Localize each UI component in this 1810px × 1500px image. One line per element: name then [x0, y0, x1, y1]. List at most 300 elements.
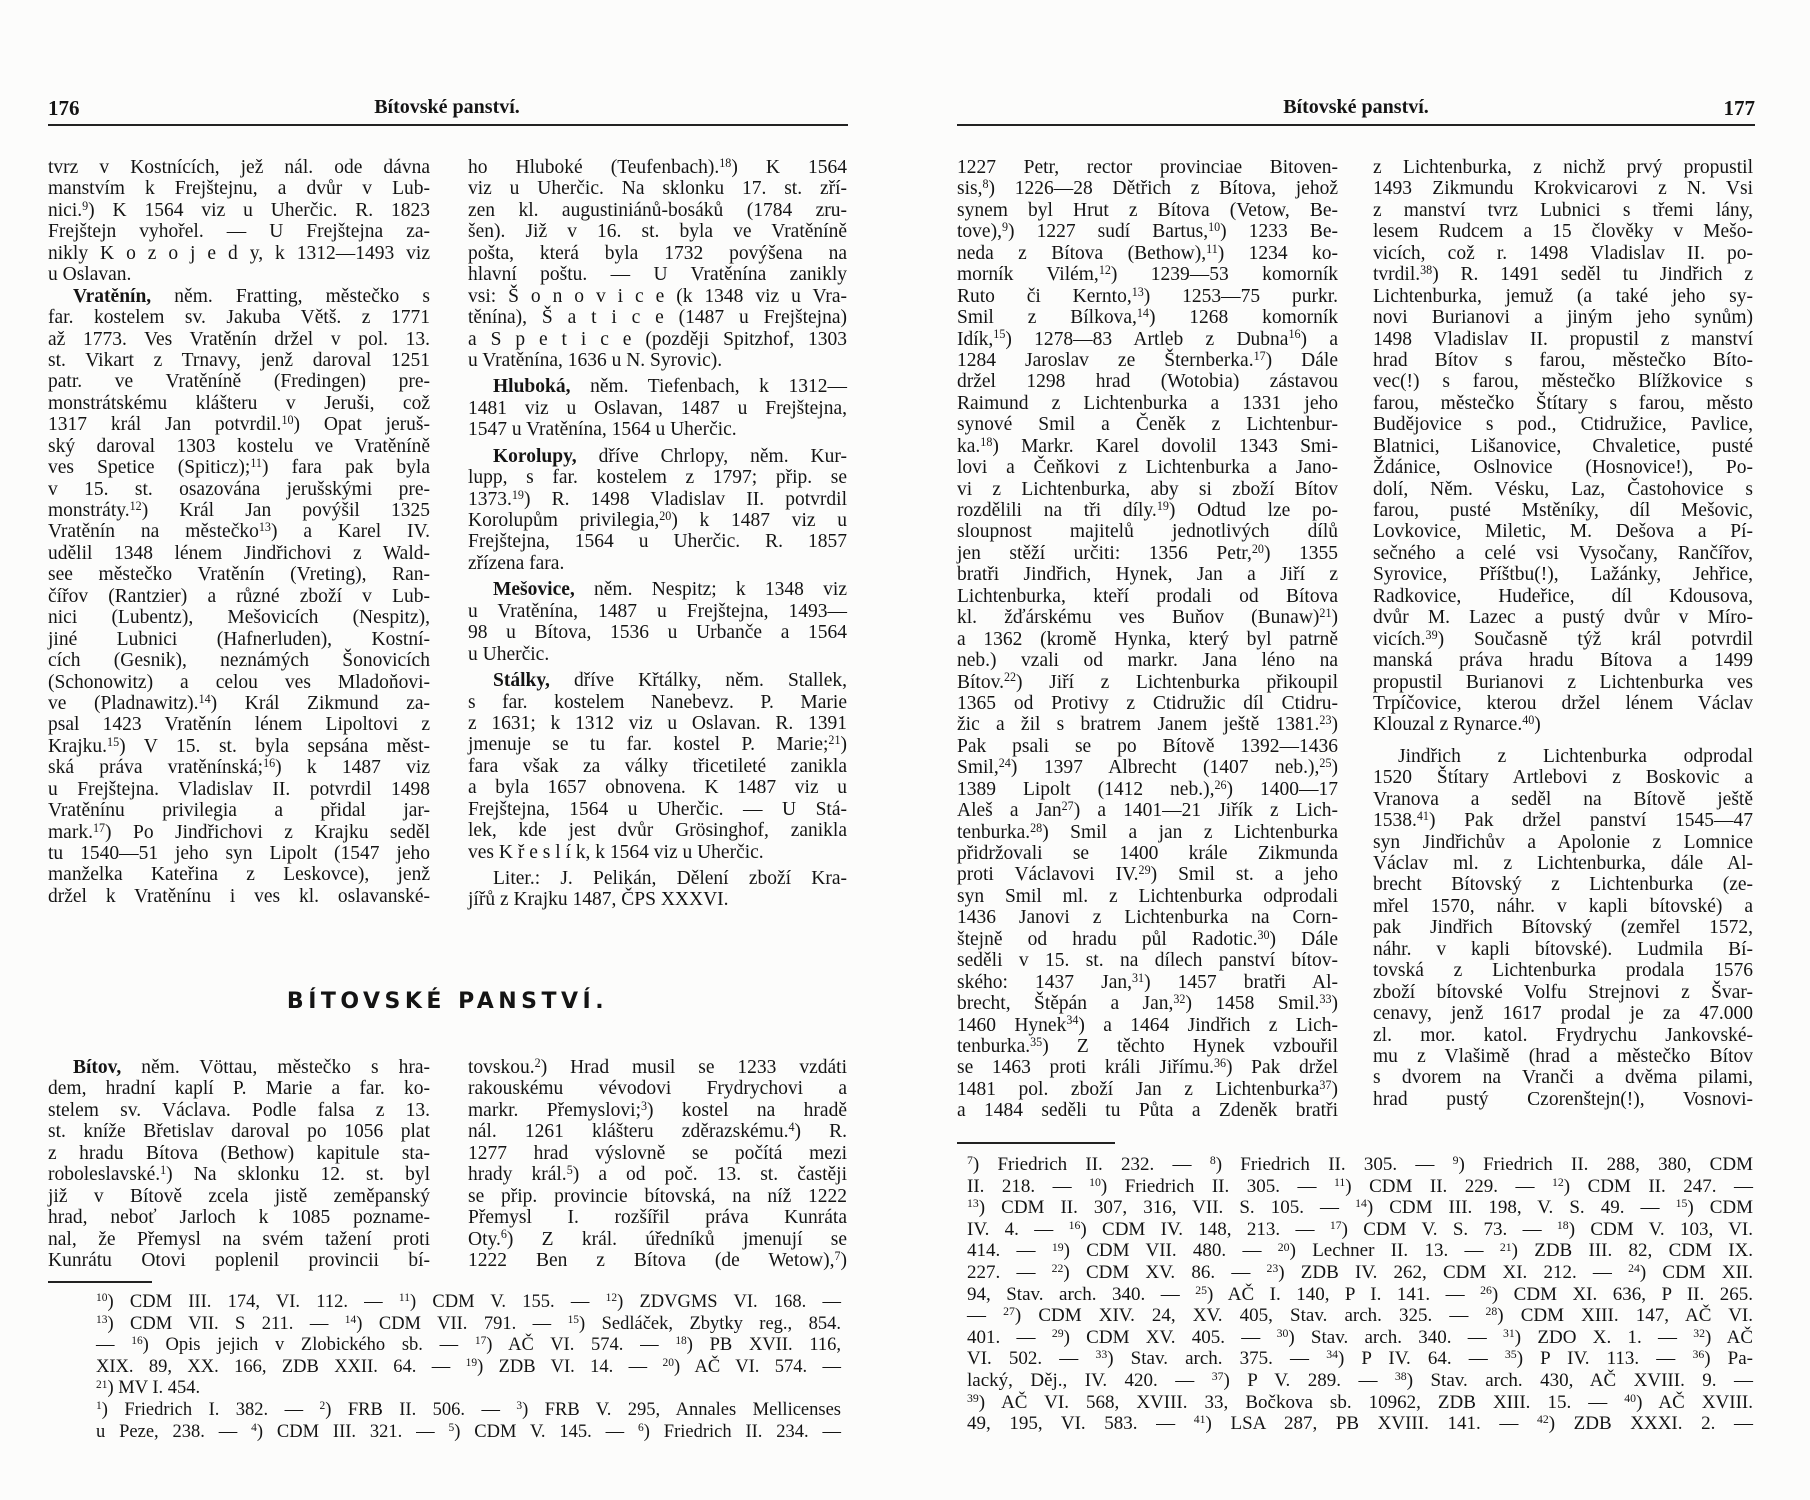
text-run: čířov (Rantzier) a různé zboží v Lub-	[48, 585, 430, 607]
text-run: lek, kde jest dvůr Grösinghof, zanikla	[468, 820, 847, 842]
text-run: Syrovice, Příštbu(!), Lažánky, Jehřice,	[1373, 564, 1753, 586]
text-run: VI. 502. —	[967, 1348, 1096, 1370]
text-run: ) Jiří z Lichtenburka přikoupil	[1016, 671, 1338, 693]
text-run: tvrdil.	[1373, 264, 1421, 286]
footnote-reference: 1	[96, 1400, 102, 1413]
text-line	[957, 586, 1338, 607]
text-line	[468, 1078, 847, 1099]
footnote-reference: 26	[1214, 777, 1227, 792]
text-line	[96, 1335, 841, 1357]
footnote-reference: 14	[1136, 306, 1149, 321]
text-run: ) 1457 bratři Al-	[1144, 971, 1339, 993]
text-run: Raimund z Lichtenburka a 1331 jeho	[957, 392, 1338, 414]
text-run: zřízena fara.	[468, 552, 565, 574]
text-line	[48, 1121, 430, 1142]
footnote-reference: 10	[96, 1292, 108, 1305]
text-run: psal 1423 Vratěnín lénem Lipoltovi z	[48, 714, 430, 736]
text-run: proti Václavovi IV.	[957, 864, 1139, 886]
text-run: hrad pustý Czorenštejn(!), Vosnovi-	[1373, 1088, 1753, 1110]
text-line	[967, 1262, 1753, 1284]
text-run: ) Opis jejich v Zlobického sb. —	[142, 1335, 475, 1356]
text-line	[1373, 329, 1753, 350]
text-line	[957, 521, 1338, 542]
text-line	[957, 286, 1338, 307]
paragraph	[468, 446, 847, 575]
text-run: ) Po Jindřichovi z Krajku seděl	[105, 821, 430, 843]
text-line	[967, 1392, 1753, 1414]
text-run: synové Smil a Čeněk z Lichtenbur-	[957, 414, 1338, 436]
text-run: ) 1458 Smil.	[1185, 993, 1320, 1015]
text-run: manská práva hradu Bítova a 1499	[1373, 650, 1753, 672]
text-run: manstvím k Frejštejnu, a dvůr v Lub-	[48, 178, 430, 200]
text-run: Frejštejna, 1564 u Uherčic. — U Stá-	[468, 798, 847, 820]
text-line	[967, 1240, 1753, 1262]
text-line	[1373, 672, 1753, 693]
footnote-reference: 20	[1277, 1240, 1290, 1254]
footnote-reference: 1	[160, 1163, 167, 1178]
text-run: něm. Nespitz; k 1348 viz	[574, 579, 847, 601]
footnote-reference: 12	[605, 1292, 618, 1305]
entry-headword: Mešovice,	[493, 579, 575, 601]
footnote-reference: 2	[534, 1055, 541, 1070]
text-run: rakouskému vévodovi Frydrychovi a	[468, 1078, 847, 1100]
text-run: něm. Vöttau, městečko s hra-	[121, 1057, 430, 1078]
text-run: )	[1331, 757, 1338, 779]
text-run: )	[840, 1249, 847, 1271]
footnote-reference: 14	[344, 1313, 357, 1326]
text-line	[957, 243, 1338, 264]
paragraph	[468, 579, 847, 665]
text-line	[468, 1121, 847, 1142]
text-run: z Lichtenburka, z nichž prvý propustil	[1373, 157, 1753, 178]
text-run: brecht Bítovský z Lichtenburka (ze-	[1373, 874, 1753, 896]
footnote-reference: 40	[1522, 713, 1535, 728]
text-line	[48, 779, 430, 800]
text-line	[1373, 693, 1753, 714]
text-run: morník Vilém,	[957, 264, 1099, 286]
text-line	[48, 586, 430, 607]
text-run: něm. Tiefenbach, k 1312—	[570, 376, 847, 398]
text-run: 98 u Bítova, 1536 u Urbanče a 1564	[468, 622, 847, 644]
text-run: ) Smil st. a jeho	[1150, 864, 1339, 886]
text-run: synem byl Hrut z Bítova (Vetow, Be-	[957, 199, 1338, 221]
text-run: roboleslavské.	[48, 1164, 161, 1186]
text-line	[957, 822, 1338, 843]
text-line	[468, 820, 847, 841]
text-run: ) AČ VI. 568, XVIII. 33, Bočkova sb. 10962, ZDB XIII. 15. —	[978, 1391, 1625, 1413]
footnote-reference: 11	[1206, 241, 1218, 256]
text-run: monstráty.	[48, 500, 130, 521]
text-run: ) Pa-	[1704, 1348, 1753, 1370]
text-line	[957, 1057, 1338, 1078]
footnote-reference: 16	[263, 756, 276, 771]
footnote-reference: 21	[1319, 606, 1332, 621]
text-run: ) kostel na hradě	[647, 1099, 847, 1121]
text-run: Pak psali se po Bítově 1392—1436	[957, 735, 1338, 757]
footnote-reference: 11	[1333, 1175, 1346, 1189]
text-line	[957, 329, 1338, 350]
footnote-reference: 18	[719, 155, 732, 170]
text-line	[48, 371, 430, 392]
footnote-reference: 13	[967, 1197, 979, 1211]
text-line	[1373, 1046, 1753, 1067]
text-run: 401. —	[967, 1326, 1052, 1348]
text-run: ) R.	[794, 1121, 847, 1143]
text-run: ) LSA 287, PB XVIII. 141. —	[1205, 1413, 1537, 1435]
text-line	[48, 414, 430, 435]
text-run: až 1773. Ves Vratěnín držel v pol. 13.	[48, 328, 430, 350]
entry-headword: Bítov,	[73, 1057, 122, 1078]
text-run: pošta, která byla 1732 povýšena na	[468, 242, 847, 264]
text-run: ) AČ I. 140, P I. 141. —	[1206, 1283, 1481, 1305]
paragraph	[468, 376, 847, 440]
text-run: ) V 15. st. byla sepsána měst-	[119, 735, 430, 757]
text-line	[468, 579, 847, 600]
text-line	[957, 672, 1338, 693]
paragraph	[468, 1057, 847, 1271]
paragraph	[468, 868, 847, 911]
text-run: ) Friedrich II. 232. —	[972, 1154, 1210, 1175]
text-run: 1277 hrad výslovně se počítá mezi	[468, 1142, 847, 1164]
text-run: s dvorem na Vranči a dvěma pilami,	[1373, 1067, 1753, 1089]
footnote-reference: 15	[107, 734, 120, 749]
text-line	[48, 1207, 430, 1228]
text-run: 1436 Janovi z Lichtenburka na Corn-	[957, 907, 1338, 929]
text-run: )	[1331, 1078, 1338, 1100]
text-run: ) K 1564 viz u Uherčic. R. 1823	[88, 199, 430, 221]
footnote-reference: 29	[1051, 1326, 1064, 1340]
text-line	[1373, 457, 1753, 478]
footnote-reference: 23	[1266, 1262, 1279, 1276]
footnote-reference: 42	[1536, 1413, 1549, 1427]
text-line	[1373, 393, 1753, 414]
text-run: z manství tvrz Lubnici s třemi lány,	[1373, 199, 1753, 221]
text-run: ) 1268 komorník	[1148, 307, 1338, 329]
text-run: Aleš a Jan	[957, 800, 1062, 822]
text-run: 1481 viz u Oslavan, 1487 u Frejštejna,	[468, 397, 847, 419]
footnote-reference: 10	[281, 413, 294, 428]
text-line	[1373, 650, 1753, 671]
footnotes-left	[96, 1292, 841, 1443]
text-line	[468, 842, 847, 863]
footnote-reference: 11	[398, 1292, 410, 1305]
footnote-reference: 5	[448, 1421, 455, 1434]
text-line	[48, 1078, 430, 1099]
text-run: mu z Vlašimě (hrad a městečko Bítov	[1373, 1045, 1753, 1067]
entry-headword: Hluboká,	[493, 376, 571, 398]
text-line	[1373, 1025, 1753, 1046]
text-line	[957, 1036, 1338, 1057]
footnote-reference: 30	[1276, 1326, 1289, 1340]
text-run: ) 1355	[1263, 542, 1338, 564]
text-line	[48, 393, 430, 414]
text-run: ského: 1437 Jan,	[957, 971, 1132, 993]
footnote-reference: 23	[1319, 713, 1332, 728]
text-run: ) AČ VI. 574. —	[673, 1356, 841, 1377]
text-line	[957, 736, 1338, 757]
text-run: dříve Chrlopy, něm. Kur-	[576, 445, 847, 467]
text-line	[48, 1057, 430, 1078]
footnote-reference: 36	[1213, 1056, 1227, 1071]
text-run: ) CDM XIII. 147, AČ VI.	[1497, 1305, 1754, 1327]
footnote-reference: 8	[1209, 1154, 1216, 1168]
text-run: ) CDM III. 198, V. S. 49. —	[1366, 1197, 1676, 1219]
text-run: z hradu Bítova (Bethow) kapitule sta-	[48, 1142, 430, 1164]
text-run: ) CDM VII. 791. —	[356, 1313, 568, 1334]
text-run: pak Jindřich Bítovský (zemřel 1572,	[1373, 917, 1753, 939]
footnote-reference: 26	[1480, 1283, 1492, 1297]
text-line	[967, 1413, 1753, 1435]
text-run: ) CDM XI. 636, P II. 265.	[1491, 1283, 1753, 1305]
entry-headword: Stálky,	[493, 670, 550, 692]
footnote-reference: 37	[1319, 1077, 1332, 1092]
text-line	[1373, 543, 1753, 564]
footnote-reference: 36	[1692, 1348, 1705, 1362]
text-line	[967, 1348, 1753, 1370]
text-run: ) Stav. arch. 430, AČ XVIII. 9. —	[1406, 1369, 1753, 1391]
text-line	[48, 178, 430, 199]
text-line	[48, 243, 430, 264]
text-line	[957, 564, 1338, 585]
text-run: cích (Gesnik), neznámých Šonovicích	[48, 650, 430, 672]
footnote-reference: 34	[1066, 1013, 1079, 1028]
text-line	[468, 286, 847, 307]
text-run: farou, pusté Mstěníky, díl Mešovic,	[1373, 500, 1753, 521]
text-line	[96, 1422, 841, 1444]
text-run: ) 1239—53 komorník	[1110, 264, 1338, 286]
text-line	[1373, 896, 1753, 917]
text-line	[468, 713, 847, 734]
text-line	[957, 200, 1338, 221]
text-line	[468, 1100, 847, 1121]
text-line	[48, 286, 430, 307]
text-line	[957, 779, 1338, 800]
footnote-reference: 16	[1068, 1218, 1081, 1232]
text-line	[468, 799, 847, 820]
paragraph	[1373, 157, 1753, 736]
text-line	[48, 864, 430, 885]
text-run: 49, 195, VI. 583. —	[967, 1413, 1194, 1435]
text-line	[957, 907, 1338, 928]
text-run: držel k Vratěnínu i ves kl. oslavanské-	[48, 885, 430, 907]
text-run: ) Smil a jan z Lichtenburka	[1042, 821, 1338, 843]
text-run: přidržovali se 1400 krále Zikmunda	[957, 843, 1338, 864]
text-run: nici.	[48, 199, 83, 221]
text-run: ) Friedrich II. 288, 380, CDM	[1458, 1154, 1753, 1175]
text-line	[48, 672, 430, 693]
text-run: brecht, Štěpán a Jan,	[957, 993, 1174, 1015]
text-line	[1373, 564, 1753, 585]
text-run: udělil 1348 lénem Jindřichovi z Wald-	[48, 542, 430, 564]
text-run: ) a 1464 Jindřich z Lich-	[1078, 1014, 1338, 1036]
text-line	[468, 350, 847, 371]
text-run: st. Vikart z Trnavy, jenž daroval 1251	[48, 349, 430, 371]
text-line	[48, 822, 430, 843]
footnote-reference: 5	[566, 1163, 573, 1178]
text-line	[468, 376, 847, 397]
text-line	[1373, 1089, 1753, 1110]
footnote-reference: 12	[129, 498, 142, 513]
text-line	[1373, 243, 1753, 264]
text-run: ) CDM XII.	[1639, 1261, 1754, 1283]
footnote-reference: 38	[1420, 263, 1433, 278]
text-run: ) k 1487 viz	[275, 757, 430, 779]
footnote-reference: 31	[1503, 1326, 1515, 1340]
footnote-reference: 17	[92, 820, 106, 835]
text-run: ) ZDVGMS VI. 168. —	[617, 1292, 841, 1312]
text-run: 1373.	[468, 488, 512, 510]
text-run: Radkovice, Hudeřice, díl Kdousova,	[1373, 585, 1753, 607]
text-run: ka.	[957, 435, 981, 457]
text-run: ) P IV. 64. —	[1337, 1348, 1505, 1370]
text-run: ) 1234 ko-	[1217, 242, 1338, 264]
paragraph	[96, 1400, 841, 1443]
text-run: ) a od poč. 13. st. častěji	[572, 1164, 847, 1186]
footnote-reference: 13	[96, 1313, 108, 1326]
text-run: —	[96, 1335, 132, 1356]
text-run: Smil z Bílkova,	[957, 307, 1137, 329]
text-run: IV. 4. —	[967, 1218, 1069, 1240]
text-run: ) Hrad musil se 1233 vzdáti	[540, 1057, 847, 1078]
entry-headword: Vratěnín,	[73, 285, 152, 307]
text-line	[957, 157, 1338, 178]
text-run: hrad, neboť Jarloch k 1085 poznamе-	[48, 1207, 430, 1229]
text-line	[48, 1250, 430, 1271]
text-line	[1373, 264, 1753, 285]
text-line	[957, 1079, 1338, 1100]
text-line	[957, 436, 1338, 457]
footnote-reference: 3	[641, 1098, 648, 1113]
text-run: 1460 Hynek	[957, 1014, 1067, 1036]
text-line	[468, 531, 847, 552]
text-run: ) Friedrich II. 305. —	[1100, 1175, 1334, 1197]
text-run: lacký, Děj., IV. 420. —	[967, 1369, 1212, 1391]
text-line	[1373, 810, 1753, 831]
footnote-reference: 27	[1003, 1305, 1015, 1319]
text-run: žic a žil s bratrem Janem ještě 1381.	[957, 714, 1320, 736]
text-run: mark.	[48, 821, 93, 843]
text-line	[1373, 939, 1753, 960]
footnote-reference: 11	[250, 456, 262, 471]
footnote-reference: 18	[980, 434, 993, 449]
text-line	[468, 467, 847, 488]
text-run: manželka Kateřina z Leskovce), jenž	[48, 864, 430, 886]
text-line	[48, 329, 430, 350]
text-run: ský daroval 1303 kostelu ve Vratěníně	[48, 435, 430, 457]
footnote-reference: 27	[1061, 799, 1074, 814]
text-run: )	[1331, 993, 1339, 1015]
text-run: tovská z Lichtenburka prodala 1576	[1373, 960, 1753, 982]
text-line	[967, 1176, 1753, 1198]
footnote-reference: 19	[1051, 1240, 1064, 1254]
text-run: stelem sv. Václava. Podle falsa z 13.	[48, 1099, 430, 1121]
text-line	[957, 950, 1338, 971]
text-run: ) Friedrich I. 382. —	[101, 1399, 320, 1420]
text-line	[48, 843, 430, 864]
text-line	[48, 1229, 430, 1250]
text-line	[957, 414, 1338, 435]
text-line	[468, 264, 847, 285]
text-line	[957, 714, 1338, 735]
paragraph	[48, 157, 430, 286]
text-run: nál. 1261 klášteru zděrazskému.	[468, 1121, 789, 1143]
text-line	[468, 398, 847, 419]
text-run: ) Markr. Karel dovolil 1343 Smi-	[992, 435, 1338, 457]
text-run: sečného a celé vsi Vysočany, Rančířov,	[1373, 542, 1753, 564]
text-run: syn Jindřichův a Apolonie z Lomnice	[1373, 831, 1753, 853]
footnote-reference: 25	[1319, 756, 1332, 771]
text-line	[48, 564, 430, 585]
footnote-reference: 29	[1138, 863, 1151, 878]
text-run: ) AČ	[1705, 1326, 1753, 1348]
text-line	[468, 670, 847, 691]
text-run: ) CDM II. 307, 316, VII. S. 105. —	[978, 1197, 1356, 1219]
footnotes-right	[967, 1154, 1753, 1435]
text-run: u Oslavan.	[48, 264, 132, 286]
text-line	[957, 393, 1338, 414]
text-line	[1373, 1003, 1753, 1024]
text-run: ) CDM IV. 148, 213. —	[1080, 1218, 1330, 1240]
text-run: hrady král.	[468, 1164, 567, 1186]
text-line	[48, 436, 430, 457]
footnote-reference: 16	[1288, 327, 1301, 342]
footnote-reference: 24	[998, 756, 1011, 771]
text-run: Ruto či Kernto,	[957, 285, 1132, 307]
text-run: ) AČ XVIII.	[1636, 1391, 1753, 1413]
text-line	[468, 221, 847, 242]
text-line	[967, 1327, 1753, 1349]
text-run: sis,	[957, 178, 983, 200]
text-run: lovi a Čeňkovi z Lichtenburka a Jano-	[957, 457, 1338, 479]
text-run: se přip. provincie bítovská, na níž 1222	[468, 1185, 847, 1207]
footnote-reference: 35	[1030, 1034, 1043, 1049]
text-run: vsi: Š o n o v i c e (k 1348 viz u Vra-	[468, 285, 847, 307]
text-run: novi Burianovi a jiným jeho synům)	[1373, 307, 1753, 329]
footnote-reference: 19	[465, 1357, 478, 1370]
text-run: ) a 1401—21 Jiřík z Lich-	[1073, 800, 1338, 822]
footnote-reference: 17	[1329, 1218, 1342, 1232]
text-line	[957, 1015, 1338, 1036]
text-line	[957, 264, 1338, 285]
header-rule-right	[957, 124, 1755, 126]
footnote-reference: 21	[96, 1378, 108, 1391]
text-run: a S p e t i c e (později Spitzhof, 1303	[468, 328, 847, 350]
text-run: Lichtenburka, jemuž (a také jeho sy-	[1373, 285, 1753, 307]
text-run: ) 1397 Albrecht (1407 neb.),	[1010, 757, 1320, 779]
text-line	[468, 622, 847, 643]
footnote-reference: 3	[516, 1400, 523, 1413]
footnote-reference: 15	[567, 1313, 580, 1326]
text-line	[1373, 714, 1753, 735]
text-line	[48, 221, 430, 242]
text-run: a 1484 seděli tu Půta a Zdeněk bratři	[957, 1100, 1338, 1122]
text-line	[48, 650, 430, 671]
text-run: Václav ml. z Lichtenburka, dále Al-	[1373, 853, 1753, 874]
text-run: fara však za války třicetileté zanikla	[468, 755, 847, 777]
text-run: ) CDM V. 145. —	[454, 1421, 639, 1442]
text-run: Kunrátu Otovi poplenil provincii bí-	[48, 1249, 430, 1271]
footnote-reference: 20	[662, 1357, 674, 1370]
footnote-reference: 20	[1251, 541, 1264, 556]
text-line	[48, 736, 430, 757]
text-line	[1373, 200, 1753, 221]
text-line	[468, 243, 847, 264]
footnote-reference: 28	[1030, 820, 1043, 835]
text-run: štejně od hradu půl Radotic.	[957, 928, 1258, 950]
footnote-reference: 9	[1001, 220, 1008, 235]
text-run: tu 1540—51 jeho syn Lipolt (1547 jeho	[48, 843, 430, 864]
footnote-reference: 13	[1131, 284, 1144, 299]
